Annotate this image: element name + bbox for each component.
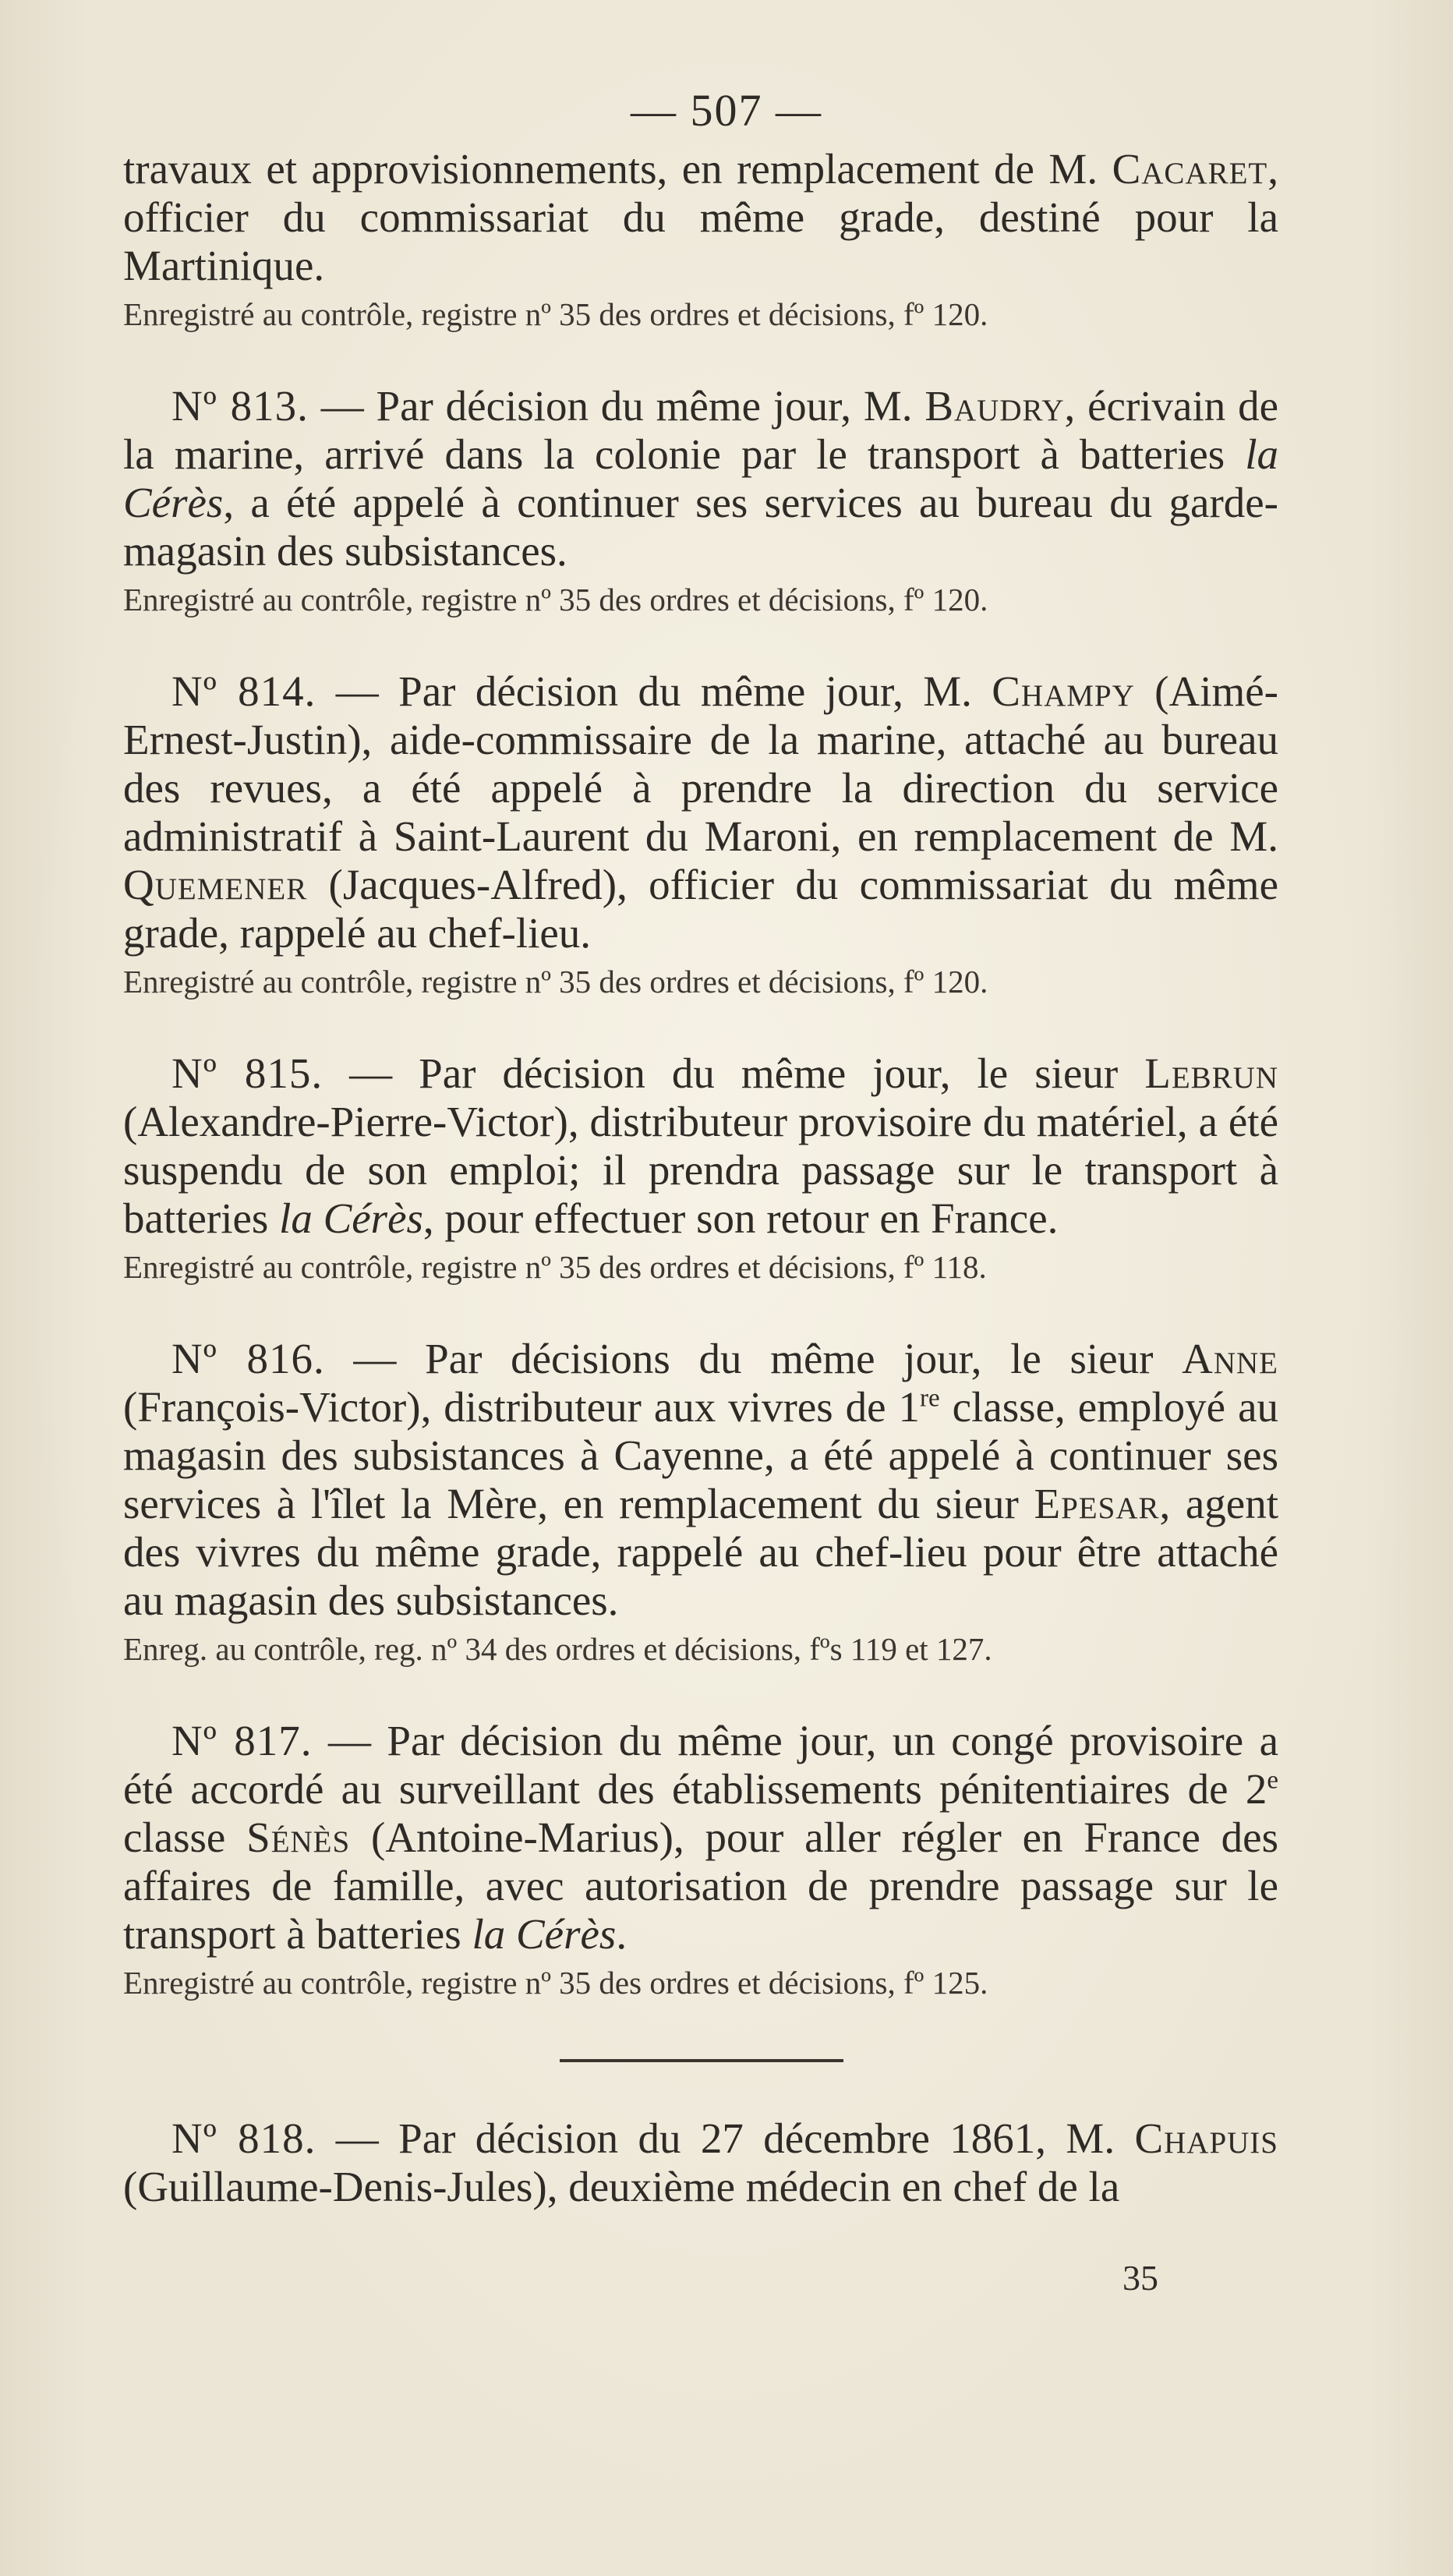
decision-number: Nº 818. bbox=[171, 2114, 316, 2162]
decision-number: Nº 814. bbox=[171, 667, 316, 715]
decision-number: Nº 817. bbox=[171, 1717, 313, 1764]
decision-814 bbox=[123, 667, 1278, 957]
signature-mark: 35 bbox=[1122, 2258, 1158, 2298]
decision-number: Nº 813. bbox=[171, 382, 309, 430]
person-name: Anne bbox=[1182, 1335, 1278, 1382]
registration-note: Enregistré au contrôle, registre nº 35 des ordres et décisions, fº 125. bbox=[123, 1965, 988, 2001]
ordinal-superscript: re bbox=[920, 1384, 940, 1413]
decision-813 bbox=[123, 382, 1278, 575]
registration-note: Enregistré au contrôle, registre nº 35 des ordres et décisions, fº 120. bbox=[123, 296, 988, 332]
text-segment: — Par décision du 27 décembre 1861, M. bbox=[316, 2114, 1135, 2162]
ship-name: la Cérès bbox=[472, 1910, 617, 1958]
person-name: Epesar bbox=[1034, 1480, 1160, 1527]
text-segment: , agent des vivres du même grade, rappelé au chef-lieu pour être attaché au magasin des subsistances. bbox=[123, 1480, 1278, 1624]
decision-815 bbox=[123, 1049, 1278, 1243]
person-name: Champy bbox=[992, 667, 1135, 715]
final-entry-block bbox=[123, 2114, 1278, 2211]
text-segment: , pour effectuer son retour en France. bbox=[422, 1194, 1059, 1242]
text-segment: — Par décision du même jour, M. bbox=[308, 382, 925, 430]
person-name: Baudry bbox=[924, 382, 1065, 430]
text-segment: — Par décisions du même jour, le sieur bbox=[324, 1335, 1183, 1382]
section-divider bbox=[560, 2059, 843, 2062]
text-segment: (François-Victor), distributeur aux vivres de 1 bbox=[123, 1383, 921, 1431]
text-segment: classe, employé au magasin des subsistances à Cayenne, a été appelé à continuer ses services à l'îlet la Mère, en remplacement du sieur bbox=[123, 1383, 1278, 1527]
body-text bbox=[123, 145, 1278, 2002]
decision-number: Nº 815. bbox=[171, 1049, 323, 1097]
person-name: Quemener bbox=[123, 861, 308, 908]
page-number: — 507 — bbox=[631, 85, 822, 136]
decision-817 bbox=[123, 1717, 1278, 1959]
text-segment: , écrivain de la marine, arrivé dans la colonie par le transport à batteries bbox=[123, 382, 1278, 478]
text-segment: travaux et approvisionnements, en remplacement de M. bbox=[123, 145, 1112, 193]
text-segment: (Guillaume-Denis-Jules), deuxième médecin en chef de la bbox=[123, 2163, 1120, 2210]
registration-note: Enreg. au contrôle, reg. nº 34 des ordres et décisions, fºs 119 et 127. bbox=[123, 1631, 992, 1667]
text-segment: , a été appelé à continuer ses services au bureau du garde-magasin des subsistances. bbox=[123, 479, 1278, 575]
person-name: Chapuis bbox=[1134, 2114, 1278, 2162]
decision-number: Nº 816. bbox=[171, 1335, 325, 1382]
person-name: Lebrun bbox=[1144, 1049, 1278, 1097]
registration-note: Enregistré au contrôle, registre nº 35 des ordres et décisions, fº 120. bbox=[123, 964, 988, 1000]
ship-name: la Cérès bbox=[123, 430, 1278, 526]
registration-note: Enregistré au contrôle, registre nº 35 des ordres et décisions, fº 118. bbox=[123, 1249, 987, 1285]
text-segment: (Jacques-Alfred), officier du commissariat du même grade, rappelé au chef-lieu. bbox=[123, 861, 1278, 957]
decision-816 bbox=[123, 1335, 1278, 1625]
text-segment: . bbox=[616, 1910, 628, 1958]
text-segment: (Antoine-Marius), pour aller régler en France des affaires de famille, avec autorisation de prendre passage sur le transport à batteries bbox=[123, 1813, 1278, 1958]
registration-note: Enregistré au contrôle, registre nº 35 des ordres et décisions, fº 120. bbox=[123, 582, 988, 617]
text-segment: (Aimé-Ernest-Justin), aide-commissaire de la marine, attaché au bureau des revues, a été appelé à prendre la direction du service administratif à Saint-Laurent du Maroni, en remplacement de M. bbox=[123, 667, 1278, 860]
text-segment: , officier du commissariat du même grade, destiné pour la Martinique. bbox=[123, 145, 1278, 289]
ordinal-superscript: e bbox=[1267, 1766, 1278, 1795]
decision-818 bbox=[123, 2114, 1278, 2211]
text-segment: — Par décision du même jour, le sieur bbox=[323, 1049, 1145, 1097]
text-segment: (Alexandre-Pierre-Victor), distributeur provisoire du matériel, a été suspendu de son emploi; il prendra passage sur le transport à batteries bbox=[123, 1098, 1278, 1242]
text-segment: classe bbox=[123, 1813, 247, 1861]
person-name: Cacaret bbox=[1112, 145, 1268, 193]
text-segment: — Par décision du même jour, un congé provisoire a été accordé au surveillant des établissements pénitentiaires de 2 bbox=[123, 1717, 1278, 1813]
text-segment: — Par décision du même jour, M. bbox=[316, 667, 992, 715]
continuation-paragraph bbox=[123, 145, 1278, 290]
person-name: Sénès bbox=[246, 1813, 351, 1861]
ship-name: la Cérès bbox=[279, 1194, 423, 1242]
